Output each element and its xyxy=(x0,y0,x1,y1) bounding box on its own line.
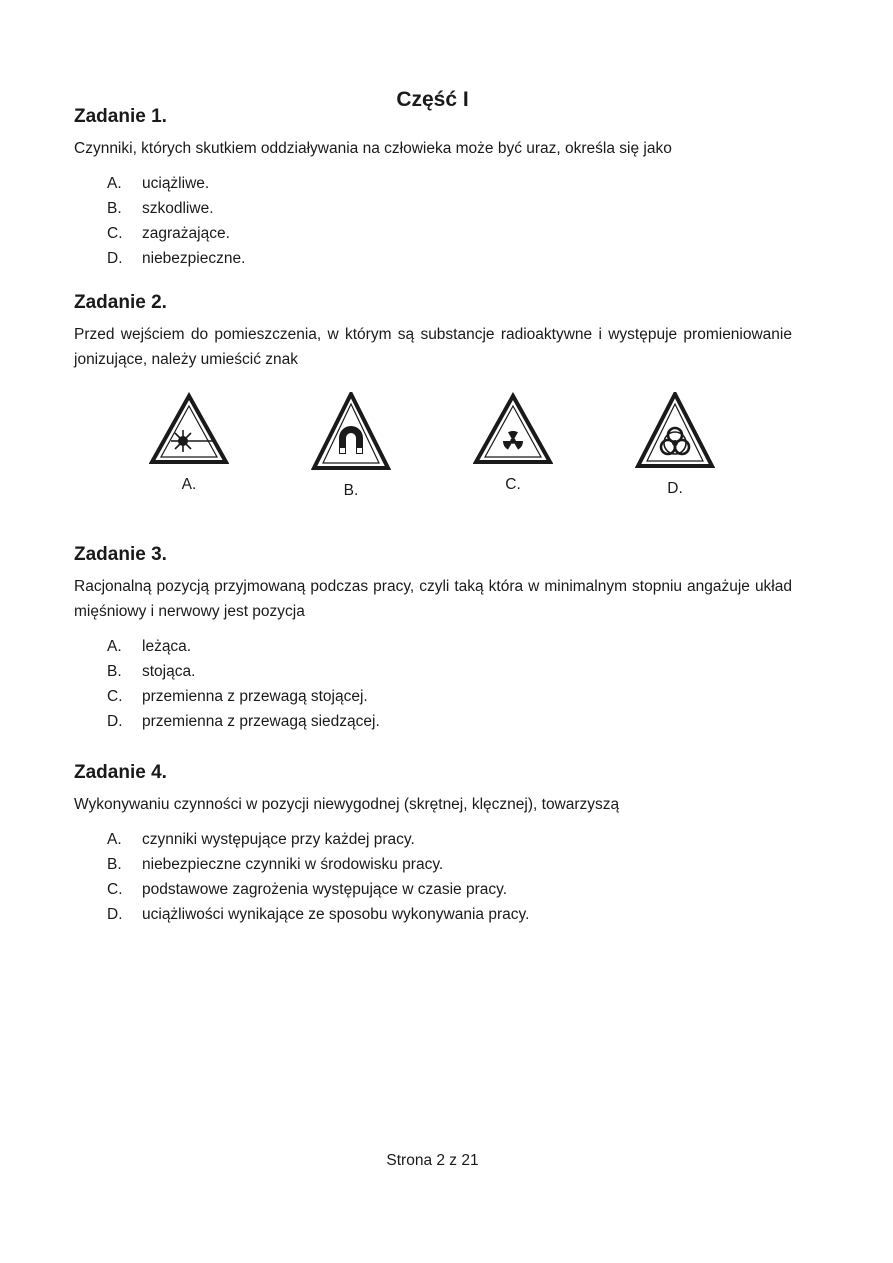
task-question: Wykonywaniu czynności w pozycji niewygodnej (skrętnej, klęcznej), towarzyszą xyxy=(74,796,620,813)
sign-option-b[interactable] xyxy=(311,392,391,500)
task-question: Przed wejściem do pomieszczenia, w którym są substancje radioaktywne i występuje promieniowanie jonizujące, należy umieścić znak xyxy=(74,326,792,368)
sign-option-d[interactable] xyxy=(635,392,715,498)
option-text: leżąca. xyxy=(142,638,192,655)
option-letter: A. xyxy=(107,175,122,192)
sign-option-c[interactable] xyxy=(473,392,553,494)
sign-label: C. xyxy=(505,476,521,493)
task-1 xyxy=(74,106,792,271)
answer-option[interactable] xyxy=(107,709,792,734)
part-title: Część I xyxy=(396,88,469,111)
warning-signs-row xyxy=(0,392,893,502)
task-title: Zadanie 3. xyxy=(74,544,167,565)
biohazard-warning-icon xyxy=(635,392,715,470)
option-text: czynniki występujące przy każdej pracy. xyxy=(142,831,415,848)
task-2 xyxy=(74,292,792,372)
answer-option[interactable] xyxy=(107,852,792,877)
laser-warning-icon xyxy=(149,392,229,466)
answer-option[interactable] xyxy=(107,659,792,684)
option-text: zagrażające. xyxy=(142,225,230,242)
answer-options xyxy=(107,827,792,927)
task-3 xyxy=(74,544,792,734)
answer-option[interactable] xyxy=(107,246,792,271)
task-question: Racjonalną pozycją przyjmowaną podczas pracy, czyli taką która w minimalnym stopniu angażuje układ mięśniowy i nerwowy jest pozycja xyxy=(74,578,792,620)
option-text: niebezpieczne czynniki w środowisku pracy. xyxy=(142,856,444,873)
option-letter: A. xyxy=(107,831,122,848)
option-letter: C. xyxy=(107,688,123,705)
option-text: podstawowe zagrożenia występujące w czasie pracy. xyxy=(142,881,508,898)
answer-option[interactable] xyxy=(107,827,792,852)
sign-label: A. xyxy=(181,476,197,493)
answer-options xyxy=(107,634,792,734)
option-letter: C. xyxy=(107,225,123,242)
sign-label: D. xyxy=(667,480,683,497)
task-4 xyxy=(74,762,792,927)
radiation-warning-icon xyxy=(473,392,553,466)
option-letter: B. xyxy=(107,200,122,217)
sign-label: B. xyxy=(343,482,359,499)
task-title: Zadanie 2. xyxy=(74,292,167,313)
option-letter: D. xyxy=(107,906,123,923)
answer-option[interactable] xyxy=(107,221,792,246)
option-letter: B. xyxy=(107,663,122,680)
option-text: uciążliwe. xyxy=(142,175,210,192)
answer-option[interactable] xyxy=(107,634,792,659)
answer-option[interactable] xyxy=(107,902,792,927)
option-letter: C. xyxy=(107,881,123,898)
task-title: Zadanie 4. xyxy=(74,762,167,783)
option-text: przemienna z przewagą siedzącej. xyxy=(142,713,380,730)
answer-option[interactable] xyxy=(107,684,792,709)
answer-option[interactable] xyxy=(107,877,792,902)
magnetic-field-warning-icon xyxy=(311,392,391,472)
option-letter: D. xyxy=(107,250,123,267)
option-text: przemienna z przewagą stojącej. xyxy=(142,688,368,705)
option-text: uciążliwości wynikające ze sposobu wykonywania pracy. xyxy=(142,906,530,923)
option-letter: B. xyxy=(107,856,122,873)
answer-option[interactable] xyxy=(107,171,792,196)
page-number: Strona 2 z 21 xyxy=(386,1152,479,1169)
answer-option[interactable] xyxy=(107,196,792,221)
option-letter: D. xyxy=(107,713,123,730)
option-text: stojąca. xyxy=(142,663,196,680)
answer-options xyxy=(107,171,792,271)
task-title: Zadanie 1. xyxy=(74,106,167,127)
option-text: szkodliwe. xyxy=(142,200,214,217)
task-question: Czynniki, których skutkiem oddziaływania na człowieka może być uraz, określa się jako xyxy=(74,140,672,157)
option-text: niebezpieczne. xyxy=(142,250,246,267)
sign-option-a[interactable] xyxy=(149,392,229,494)
option-letter: A. xyxy=(107,638,122,655)
